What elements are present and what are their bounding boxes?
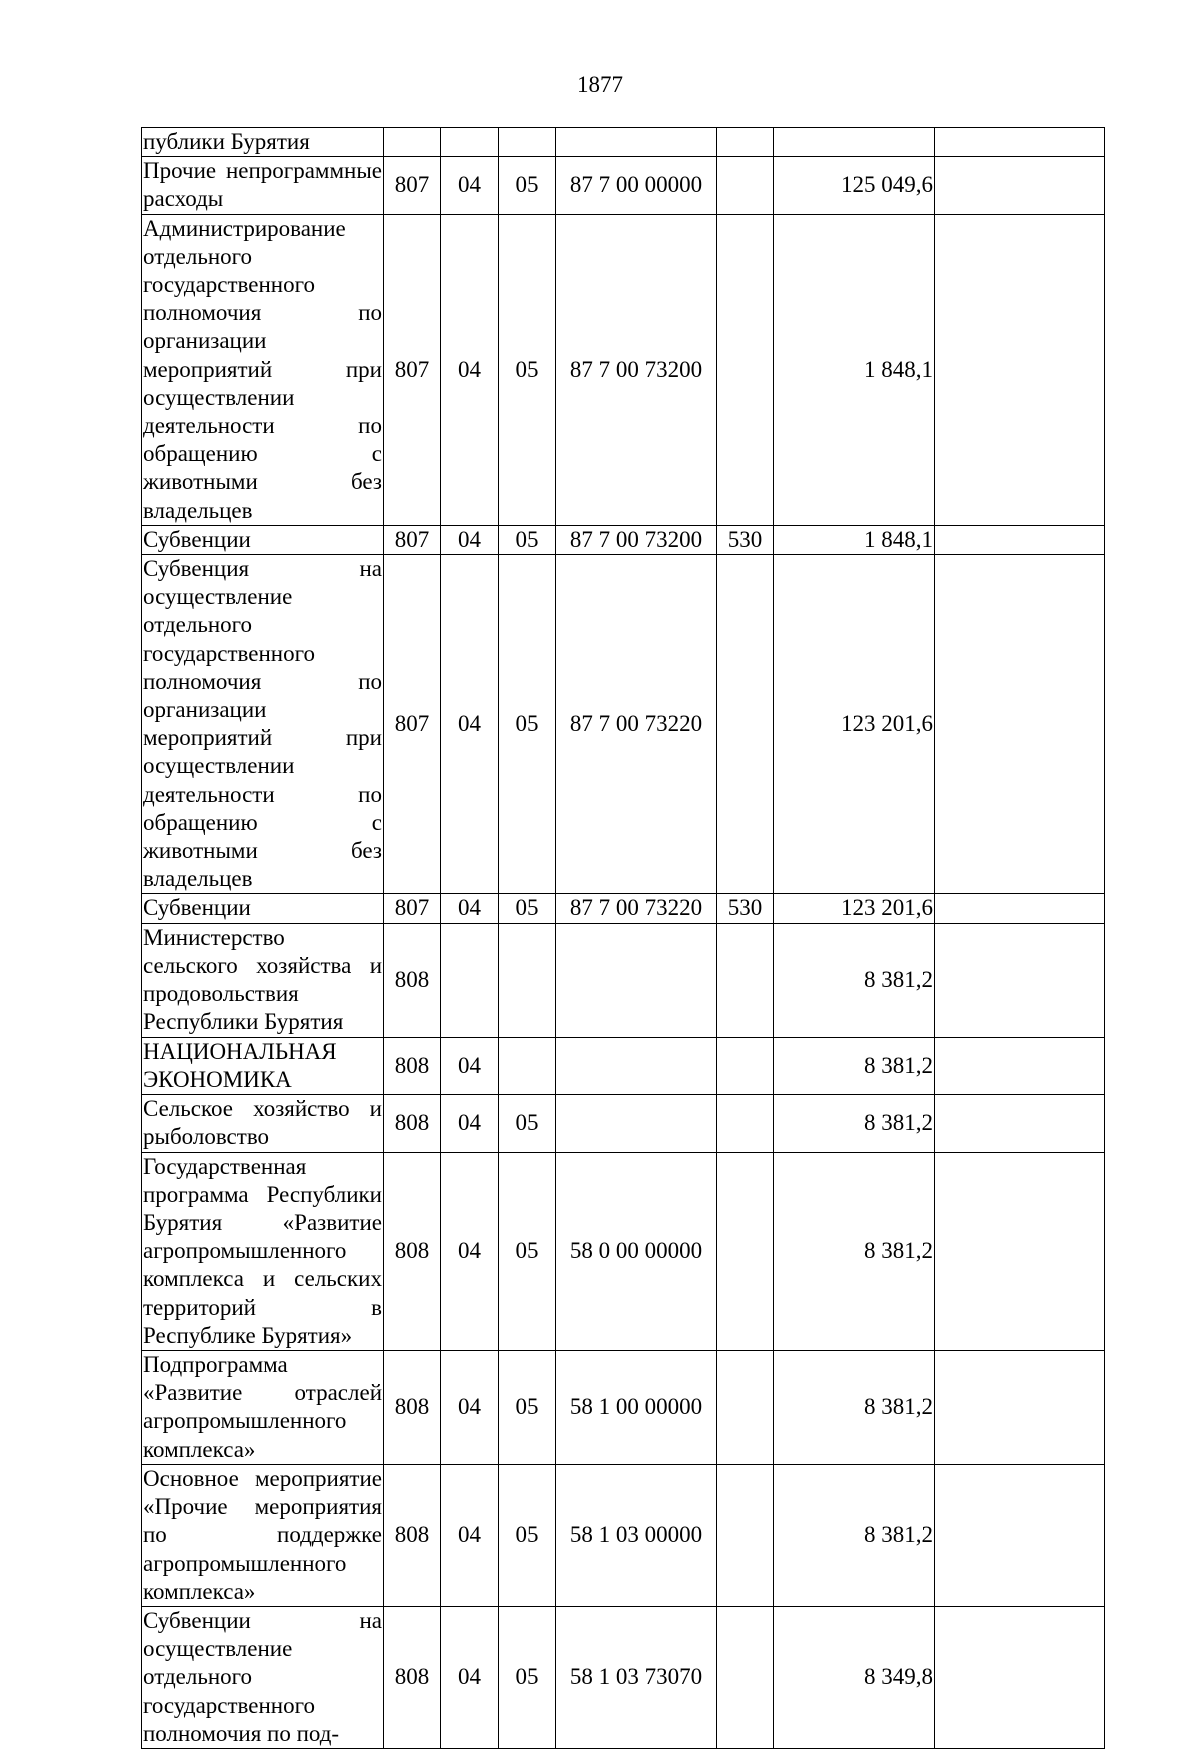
table-row	[142, 1037, 1105, 1094]
expense-type-code	[717, 157, 774, 214]
target-code: 58 0 00 00000	[556, 1152, 717, 1350]
ministry-code: 807	[384, 157, 441, 214]
amount: 8 381,2	[774, 1037, 935, 1094]
section-code: 04	[441, 555, 499, 894]
budget-table	[141, 127, 1105, 1749]
target-code	[556, 128, 717, 157]
page-number: 1877	[577, 72, 623, 97]
table-row	[142, 157, 1105, 214]
ministry-code: 808	[384, 1350, 441, 1464]
amount: 8 381,2	[774, 1464, 935, 1606]
table-row	[142, 1095, 1105, 1152]
expense-type-code	[717, 1037, 774, 1094]
subsection-code	[499, 128, 556, 157]
subsection-code: 05	[499, 894, 556, 923]
section-code: 04	[441, 1152, 499, 1350]
empty-cell	[935, 214, 1105, 525]
target-code: 87 7 00 73220	[556, 894, 717, 923]
target-code: 87 7 00 73200	[556, 214, 717, 525]
target-code: 87 7 00 73220	[556, 555, 717, 894]
ministry-code: 807	[384, 555, 441, 894]
ministry-code: 808	[384, 1152, 441, 1350]
subsection-code: 05	[499, 1606, 556, 1748]
amount: 8 381,2	[774, 1350, 935, 1464]
empty-cell	[935, 1464, 1105, 1606]
expense-type-code	[717, 555, 774, 894]
expense-type-code	[717, 128, 774, 157]
amount: 1 848,1	[774, 525, 935, 554]
target-code	[556, 1095, 717, 1152]
expense-type-code: 530	[717, 894, 774, 923]
section-code: 04	[441, 1095, 499, 1152]
expense-type-code	[717, 1152, 774, 1350]
empty-cell	[935, 1350, 1105, 1464]
row-name: Субвенции	[142, 525, 384, 554]
target-code: 58 1 00 00000	[556, 1350, 717, 1464]
table-row	[142, 525, 1105, 554]
row-name: Министерство сельского хозяйства и продовольствия Республики Бурятия	[142, 923, 384, 1037]
target-code: 87 7 00 73200	[556, 525, 717, 554]
amount: 8 381,2	[774, 1152, 935, 1350]
empty-cell	[935, 128, 1105, 157]
table-row	[142, 555, 1105, 894]
row-name: Государственная программа Республики Бурятия «Развитие агропромышленного комплекса и сельских территорий в Республике Бурятия»	[142, 1152, 384, 1350]
amount: 8 349,8	[774, 1606, 935, 1748]
expense-type-code	[717, 214, 774, 525]
subsection-code: 05	[499, 1350, 556, 1464]
empty-cell	[935, 1152, 1105, 1350]
table-row	[142, 1464, 1105, 1606]
subsection-code: 05	[499, 157, 556, 214]
amount: 123 201,6	[774, 894, 935, 923]
ministry-code: 808	[384, 1606, 441, 1748]
empty-cell	[935, 1037, 1105, 1094]
subsection-code: 05	[499, 1464, 556, 1606]
section-code	[441, 128, 499, 157]
subsection-code: 05	[499, 1095, 556, 1152]
section-code: 04	[441, 157, 499, 214]
empty-cell	[935, 555, 1105, 894]
target-code: 58 1 03 73070	[556, 1606, 717, 1748]
section-code: 04	[441, 214, 499, 525]
row-name: Прочие непрограммные расходы	[142, 157, 384, 214]
amount: 8 381,2	[774, 923, 935, 1037]
expense-type-code	[717, 1095, 774, 1152]
row-name: Субвенции	[142, 894, 384, 923]
subsection-code	[499, 1037, 556, 1094]
ministry-code	[384, 128, 441, 157]
empty-cell	[935, 923, 1105, 1037]
expense-type-code: 530	[717, 525, 774, 554]
expense-type-code	[717, 1464, 774, 1606]
expense-type-code	[717, 1606, 774, 1748]
empty-cell	[935, 1606, 1105, 1748]
amount: 8 381,2	[774, 1095, 935, 1152]
empty-cell	[935, 157, 1105, 214]
subsection-code: 05	[499, 1152, 556, 1350]
row-name: Подпрограмма «Развитие отраслей агропромышленного комплекса»	[142, 1350, 384, 1464]
target-code	[556, 923, 717, 1037]
table-row	[142, 894, 1105, 923]
table-row	[142, 214, 1105, 525]
empty-cell	[935, 525, 1105, 554]
row-name: Субвенции на осуществление отдельного государственного полномочия по под-	[142, 1606, 384, 1748]
amount: 1 848,1	[774, 214, 935, 525]
target-code	[556, 1037, 717, 1094]
amount	[774, 128, 935, 157]
amount: 125 049,6	[774, 157, 935, 214]
table-row	[142, 1606, 1105, 1748]
ministry-code: 807	[384, 894, 441, 923]
table-row	[142, 923, 1105, 1037]
ministry-code: 808	[384, 1464, 441, 1606]
ministry-code: 807	[384, 214, 441, 525]
section-code: 04	[441, 1350, 499, 1464]
amount: 123 201,6	[774, 555, 935, 894]
row-name: публики Бурятия	[142, 128, 384, 157]
table-row	[142, 1350, 1105, 1464]
section-code: 04	[441, 1606, 499, 1748]
expense-type-code	[717, 923, 774, 1037]
section-code: 04	[441, 1037, 499, 1094]
section-code: 04	[441, 525, 499, 554]
ministry-code: 808	[384, 923, 441, 1037]
target-code: 87 7 00 00000	[556, 157, 717, 214]
row-name: Основное мероприятие «Прочие мероприятия по поддержке агропромышленного комплекса»	[142, 1464, 384, 1606]
ministry-code: 808	[384, 1095, 441, 1152]
target-code: 58 1 03 00000	[556, 1464, 717, 1606]
section-code: 04	[441, 894, 499, 923]
empty-cell	[935, 1095, 1105, 1152]
row-name: Субвенция на осуществление отдельного государственного полномочия по организации мероприятий при осуществлении деятельности по обращению с животными без владельцев	[142, 555, 384, 894]
subsection-code: 05	[499, 214, 556, 525]
subsection-code: 05	[499, 555, 556, 894]
empty-cell	[935, 894, 1105, 923]
row-name: Администрирование отдельного государственного полномочия по организации мероприятий при осуществлении деятельности по обращению с животными без владельцев	[142, 214, 384, 525]
subsection-code: 05	[499, 525, 556, 554]
table-row	[142, 128, 1105, 157]
ministry-code: 807	[384, 525, 441, 554]
expense-type-code	[717, 1350, 774, 1464]
section-code: 04	[441, 1464, 499, 1606]
row-name: НАЦИОНАЛЬНАЯ ЭКОНОМИКА	[142, 1037, 384, 1094]
table-row	[142, 1152, 1105, 1350]
row-name: Сельское хозяйство и рыболовство	[142, 1095, 384, 1152]
subsection-code	[499, 923, 556, 1037]
ministry-code: 808	[384, 1037, 441, 1094]
section-code	[441, 923, 499, 1037]
